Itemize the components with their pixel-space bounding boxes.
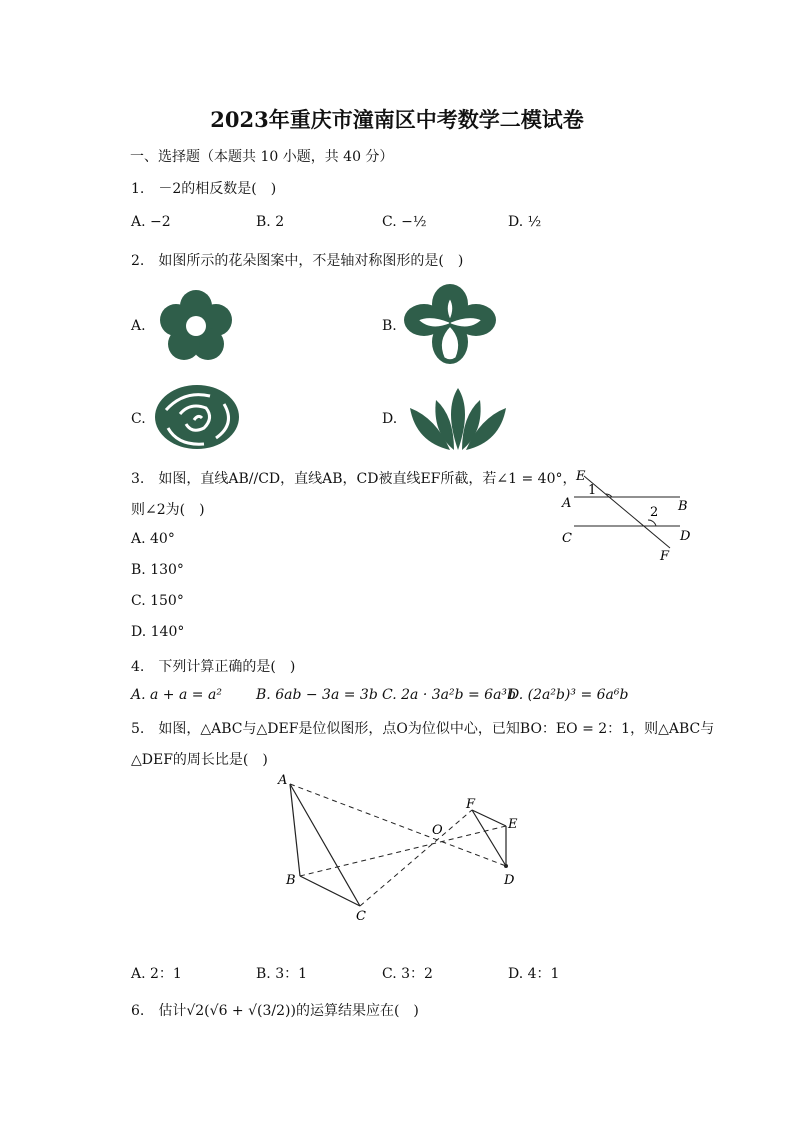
label-d: D [504,873,515,888]
q1-option-d[interactable]: D. ½ [508,214,542,230]
q3-parallel-lines-figure [560,464,700,564]
q4-option-b[interactable]: B. 6ab − 3a = 3b [256,687,378,703]
q5-stem-line2: △DEF的周长比是( ) [131,752,268,768]
q3-option-d[interactable]: D. 140° [131,624,185,640]
q1-option-a[interactable]: A. −2 [131,214,171,230]
q3-stem-line2: 则∠2为( ) [131,502,205,518]
label-e: E [576,469,586,484]
q3-stem-line1: 3. 如图，直线AB//CD，直线AB，CD被直线EF所截，若∠1 = 40°， [131,471,577,487]
q3-option-b[interactable]: B. 130° [131,562,184,578]
q4-stem: 4. 下列计算正确的是( ) [131,659,296,675]
q5-option-c[interactable]: C. 3：2 [382,966,433,982]
q4-option-a[interactable]: A. a + a = a² [131,687,222,703]
angle-1-label: 1 [588,483,597,498]
q5-option-b[interactable]: B. 3：1 [256,966,308,982]
q5-option-d[interactable]: D. 4：1 [508,966,560,982]
q5-homothety-figure [272,772,532,932]
label-f: F [466,797,476,812]
label-b: B [678,499,688,514]
flower-d-image [406,386,510,452]
section-heading: 一、选择题（本题共 10 小题，共 40 分） [130,149,394,165]
label-c: C [562,531,572,546]
q6-stem: 6. 估计√2(√6 + √(3/2))的运算结果应在( ) [131,1003,419,1019]
flower-a-image [154,290,238,362]
label-a: A [562,496,572,511]
q2-option-a[interactable]: A. [131,318,146,334]
label-f: F [660,549,670,564]
q2-option-d[interactable]: D. [382,411,398,427]
label-d: D [680,529,691,544]
page-title: 2023年重庆市潼南区中考数学二模试卷 [210,107,584,132]
label-e: E [508,817,518,832]
flower-c-image [154,384,240,450]
angle-2-label: 2 [650,505,659,520]
q5-option-a[interactable]: A. 2：1 [131,966,182,982]
label-a: A [278,773,288,788]
q3-option-c[interactable]: C. 150° [131,593,184,609]
q1-option-c[interactable]: C. −½ [382,214,427,230]
q2-option-c[interactable]: C. [131,411,146,427]
label-b: B [286,873,296,888]
q5-stem-line1: 5. 如图，△ABC与△DEF是位似图形，点O为位似中心，已知BO：EO = 2：1，则△ABC与 [131,721,715,737]
label-c: C [356,909,366,924]
q2-stem: 2. 如图所示的花朵图案中，不是轴对称图形的是( ) [131,253,464,269]
q1-option-b[interactable]: B. 2 [256,214,285,230]
label-o: O [432,823,443,838]
q4-option-d[interactable]: D. (2a²b)³ = 6a⁶b [508,687,629,703]
flower-b-image [404,284,496,366]
q3-option-a[interactable]: A. 40° [131,531,175,547]
q1-stem: 1. －2的相反数是( ) [131,181,277,197]
q2-option-b[interactable]: B. [382,318,397,334]
q4-option-c[interactable]: C. 2a · 3a²b = 6a³b [382,687,517,703]
